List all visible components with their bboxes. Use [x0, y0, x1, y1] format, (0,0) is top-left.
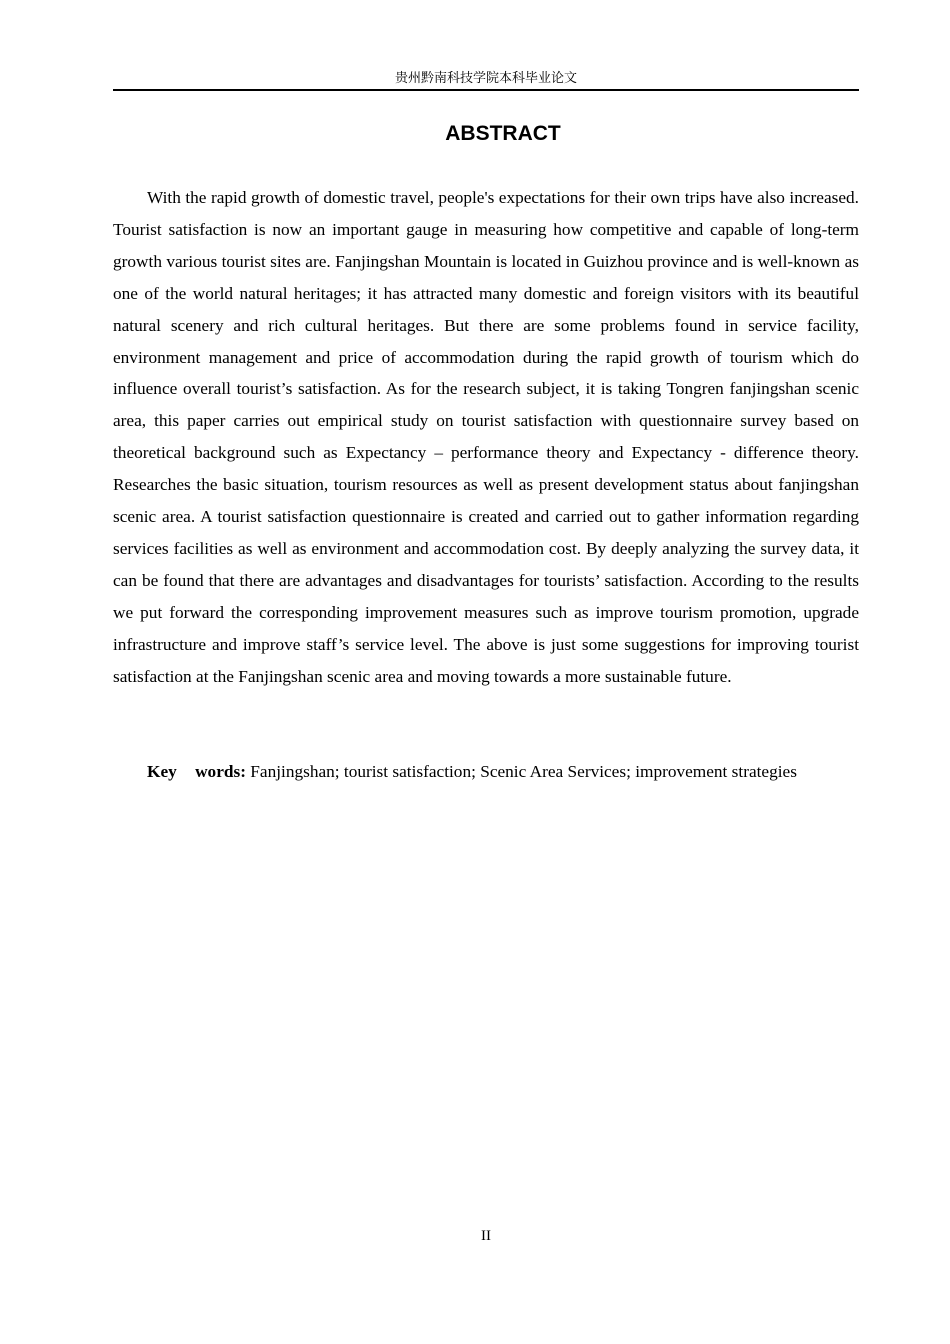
keywords-label: Key words:	[147, 762, 246, 781]
keywords-paragraph	[113, 753, 859, 791]
running-header: 贵州黔南科技学院本科毕业论文	[394, 71, 577, 86]
header-rule	[113, 89, 859, 91]
keywords-list: Fanjingshan; tourist satisfaction; Scenic Area Services; improvement strategies	[250, 762, 797, 781]
abstract-body: With the rapid growth of domestic travel, people's expectations for their own trips have also increased. Tourist satisfaction is now an important gauge in measuring how competitive and capable of long-term growth various tourist sites are. Fanjingshan Mountain is located in Guizhou province and is well-known as one of the world natural heritages; it has attracted many domestic and foreign visitors with its beautiful natural scenery and rich cultural heritages. But there are some problems found in service facility, environment management and price of accommodation during the rapid growth of tourism which do influence overall tourist’s satisfaction. As for the research subject, it is taking Tongren fanjingshan scenic area, this paper carries out empirical study on tourist satisfaction with questionnaire survey based on theoretical background such as Expectancy – performance theory and Expectancy - difference theory. Researches the basic situation, tourism resources as well as present development status about fanjingshan scenic area. A tourist satisfaction questionnaire is created and carried out to gather information regarding services facilities as well as environment and accommodation cost. By deeply analyzing the survey data, it can be found that there are advantages and disadvantages for tourists’ satisfaction. According to the results we put forward the corresponding improvement measures such as improve tourism promotion, upgrade infrastructure and improve staff’s service level. The above is just some suggestions for improving tourist satisfaction at the Fanjingshan scenic area and moving towards a more sustainable future.	[113, 188, 859, 686]
page-number: II	[481, 1228, 491, 1244]
abstract-heading: ABSTRACT	[445, 122, 561, 145]
